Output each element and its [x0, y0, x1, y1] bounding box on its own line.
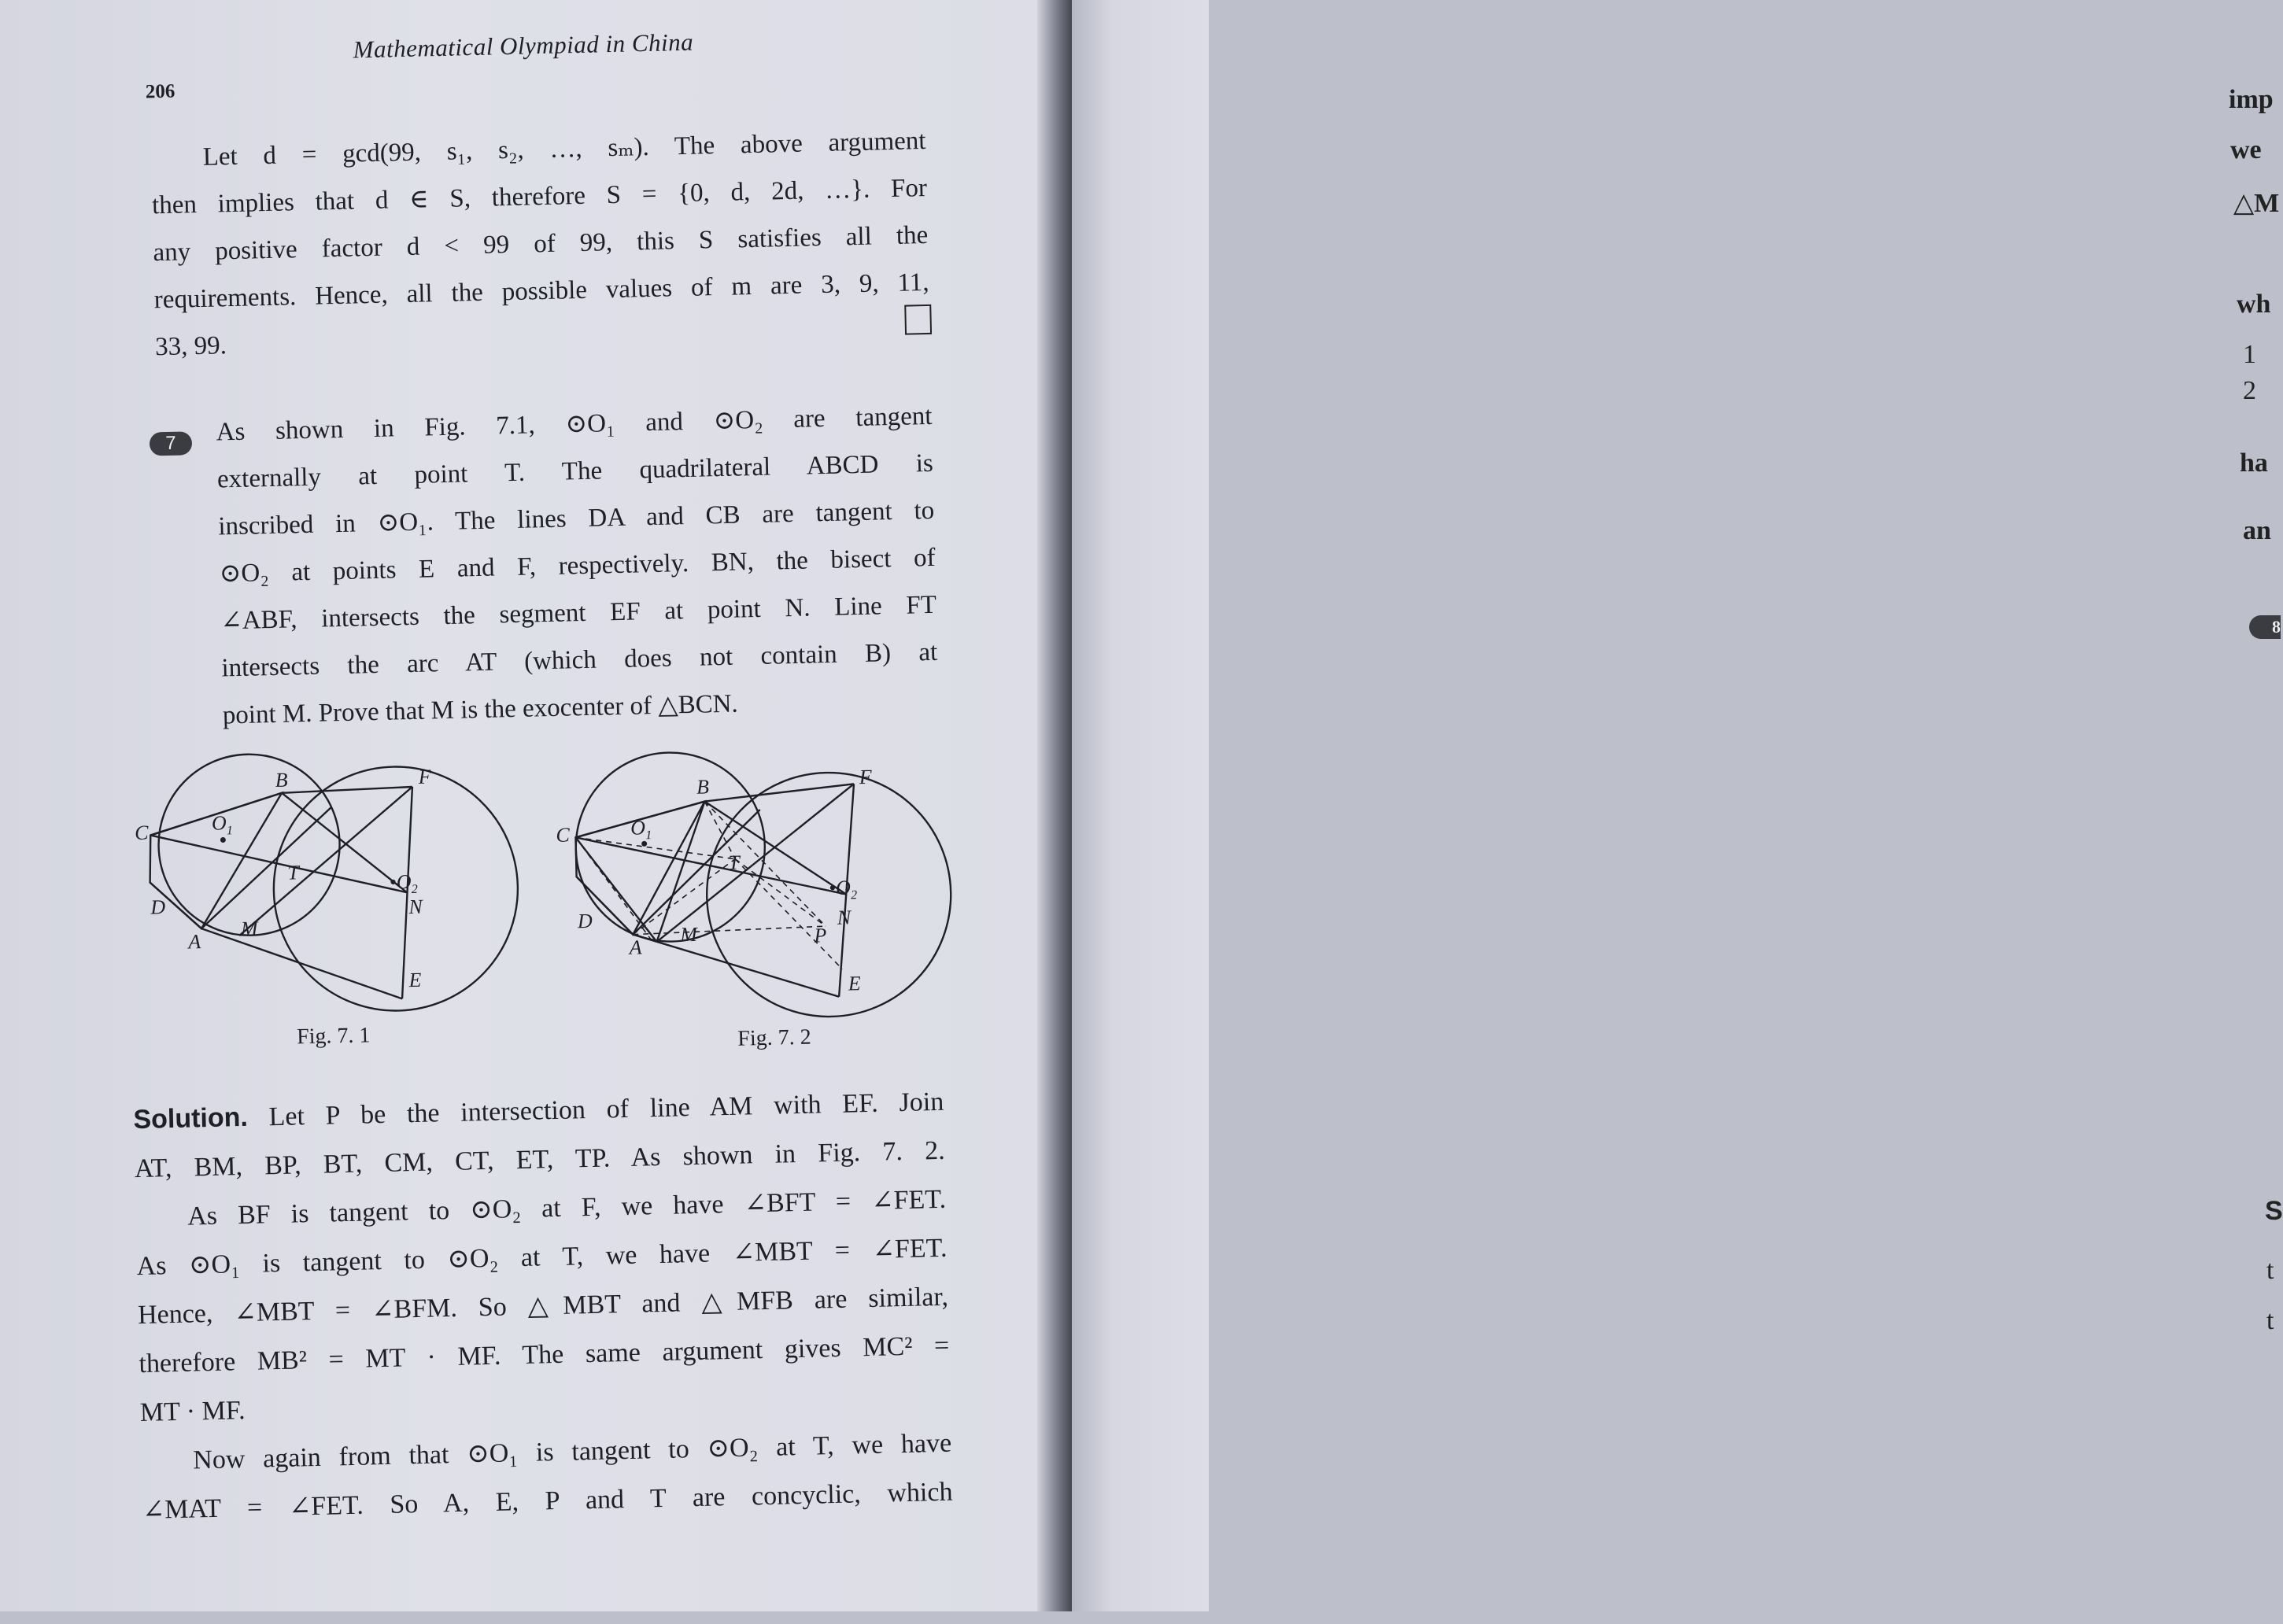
label-c: C — [134, 821, 149, 845]
text-line: any positive factor d < 99 of 99, this S satisfies all the — [153, 220, 929, 268]
text-line: then implies that d ∈ S, therefore S = {0, d, 2d, …}. For — [151, 173, 928, 220]
text-line: 33, 99. — [154, 331, 227, 362]
intro-paragraph — [150, 117, 931, 371]
label-o1: $O_1$ — [630, 816, 652, 843]
next-page-fragment: we — [2230, 135, 2262, 164]
text-line: Solution. Let P be the intersection of line AM with EF. Join — [133, 1087, 944, 1135]
label-m: M — [240, 917, 258, 940]
dashed-bp — [704, 799, 826, 928]
label-f: F — [418, 765, 431, 788]
label-n: N — [837, 906, 852, 929]
right-page-edge — [1072, 0, 2283, 1611]
label-a: A — [629, 936, 642, 959]
label-e: E — [408, 968, 422, 992]
fig-7-1-caption: Fig. 7. 1 — [296, 1023, 371, 1050]
fig-7-2-caption: Fig. 7. 2 — [737, 1024, 812, 1051]
problem-number-badge: 7 — [150, 431, 193, 456]
label-o2: $•O_2$ — [389, 870, 418, 897]
text-line: Now again from that ⊙O₁ is tangent to ⊙O₂ at T, we have — [192, 1428, 952, 1475]
text-line: As ⊙O₁ is tangent to ⊙O₂ at T, we have ∠MBT = ∠FET. — [136, 1233, 948, 1282]
text-line: therefore MB² = MT · MF. The same argument gives MC² = — [139, 1331, 950, 1379]
circle-o1 — [574, 751, 767, 943]
running-header: Mathematical Olympiad in China — [353, 28, 694, 64]
label-p: P — [814, 924, 827, 947]
text-line: intersects the arc AT (which does not contain B) at — [221, 637, 938, 683]
label-e: E — [848, 972, 861, 995]
next-page-fragment: wh — [2237, 290, 2271, 319]
label-o1: $O_1$ — [211, 811, 234, 838]
text-line: As BF is tangent to ⊙O₂ at F, we have ∠BFT = ∠FET. — [187, 1184, 947, 1231]
label-o2: $•O_2$ — [828, 876, 858, 902]
text-line: AT, BM, BP, BT, CM, CT, ET, TP. As shown in Fig. 7. 2. — [134, 1135, 946, 1184]
qed-box — [904, 304, 932, 335]
label-a: A — [188, 930, 201, 954]
next-page-fragment: imp — [2229, 85, 2274, 114]
next-page-fragment: 1 — [2243, 340, 2256, 369]
solution-text — [133, 1077, 953, 1535]
tangent-line-cb — [574, 784, 855, 837]
label-t: T — [287, 861, 300, 884]
next-page-fragment: t — [2266, 1256, 2274, 1285]
circle-o1 — [157, 752, 342, 937]
text-line: requirements. Hence, all the possible values of m are 3, 9, 11, — [153, 268, 929, 315]
label-n: N — [408, 895, 423, 919]
text-line: inscribed in ⊙O₁. The lines DA and CB are tangent to — [217, 496, 935, 541]
label-b: B — [696, 775, 710, 799]
text-line: point M. Prove that M is the exocenter of △BCN. — [222, 689, 739, 730]
next-page-fragment: S — [2265, 1196, 2283, 1226]
figure-7-1 — [133, 756, 532, 1024]
next-page-fragment: t — [2266, 1306, 2274, 1335]
page-number: 206 — [145, 80, 175, 103]
label-d: D — [150, 895, 166, 919]
next-page-fragment: 2 — [2243, 376, 2256, 405]
line-bm — [653, 802, 707, 942]
next-page-fragment: △M — [2233, 189, 2280, 218]
label-d: D — [577, 909, 593, 933]
label-m: M — [679, 922, 698, 947]
text-line: ⊙O₂ at points E and F, respectively. BN, the bisect of — [219, 543, 936, 589]
page-content — [0, 0, 1077, 1624]
text-line: MT · MF. — [139, 1396, 246, 1428]
label-f: F — [859, 765, 873, 789]
text-line: Hence, ∠MBT = ∠BFM. So △MBT and △MFB are similar, — [137, 1282, 949, 1331]
next-page-fragment: an — [2243, 516, 2271, 545]
next-page-badge: 8 — [2249, 615, 2281, 639]
text-line: Let d = gcd(99, s₁, s₂, …, sₘ). The above argument — [202, 126, 926, 172]
label-b: B — [275, 768, 288, 792]
solution-heading: Solution. — [133, 1102, 249, 1135]
label-c: C — [556, 823, 571, 847]
text-line: externally at point T. The quadrilateral ABCD is — [216, 448, 934, 494]
label-t: T — [727, 851, 741, 874]
text-line: ∠MAT = ∠FET. So A, E, P and T are concyclic, which — [142, 1477, 953, 1526]
problem-statement — [216, 393, 939, 740]
line-cn — [150, 829, 407, 898]
text-line: ∠ABF, intersects the segment EF at point N. Line FT — [220, 590, 937, 636]
figure-7-2 — [550, 758, 965, 1027]
next-page-fragment: ha — [2240, 448, 2268, 478]
text-line: As shown in Fig. 7.1, ⊙O₁ and ⊙O₂ are tangent — [216, 401, 933, 447]
